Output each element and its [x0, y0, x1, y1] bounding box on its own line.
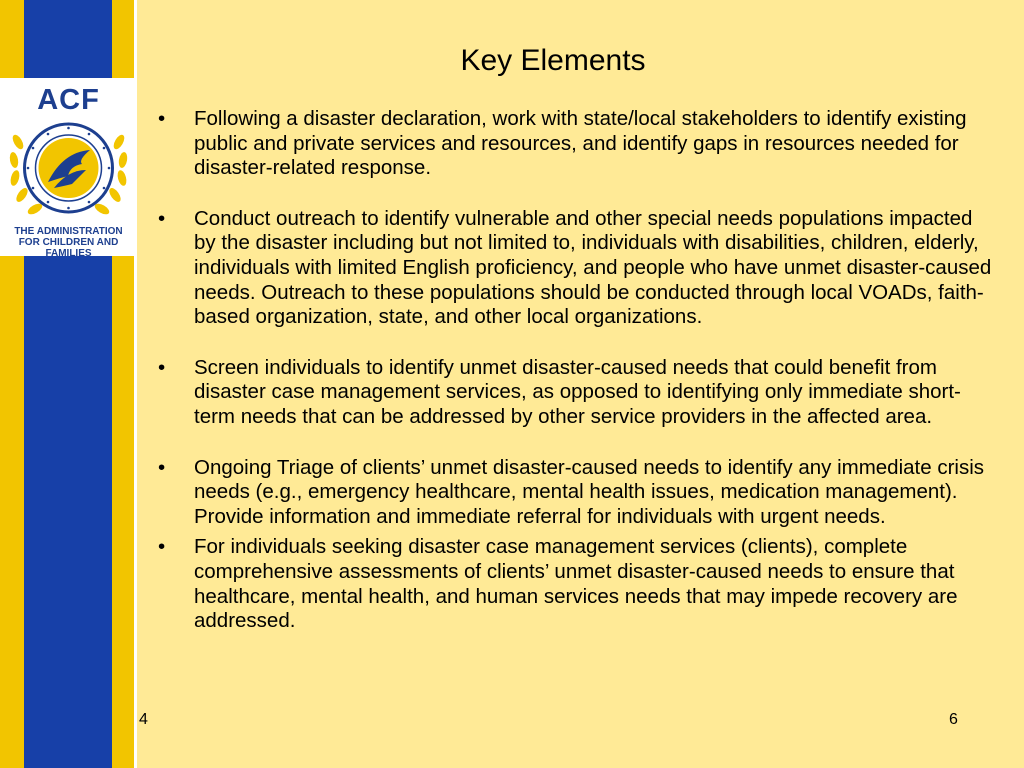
bullet-dot: • — [158, 107, 166, 130]
footer-left-number: 4 — [139, 711, 148, 728]
logo-acronym: ACF — [37, 84, 100, 116]
bullet-dot: • — [158, 355, 166, 379]
bullet-text: For individuals seeking disaster case management services (clients), complete comprehensive assessments of clients’ unmet disaster-caused needs to ensure that healthcare, mental health, and human services needs that may impede recovery are addressed. — [194, 535, 958, 633]
acf-logo — [0, 78, 137, 259]
bullet-item — [158, 535, 993, 633]
logo-caption-line1: THE ADMINISTRATION — [14, 226, 123, 237]
bullet-dot: • — [158, 455, 166, 479]
bullet-text: Screen individuals to identify unmet disaster-caused needs that could benefit from disaster case management services, as opposed to identifying only immediate short-term needs that can be addressed by other service providers in the affected area. — [194, 355, 961, 428]
bullet-item — [158, 107, 993, 181]
bullet-list — [158, 107, 993, 660]
hhs-seal-icon — [8, 112, 129, 226]
sidebar-stripes — [0, 0, 137, 768]
bullet-item — [158, 456, 993, 530]
logo-caption-line2: FOR CHILDREN AND FAMILIES — [18, 237, 119, 259]
bullet-text: Conduct outreach to identify vulnerable and other special needs populations impacted by the disaster including but not limited to, individuals with disabilities, children, elderly, individuals with limited English proficiency, and people who have unmet disaster-caused needs. Outreach to these populations should be conducted through local VOADs, faith-based organization, state, and other local organizations. — [194, 206, 992, 329]
bullet-text: Ongoing Triage of clients’ unmet disaster-caused needs to identify any immediate crisis needs (e.g., emergency healthcare, mental health issues, medication management). Provide information and immediate referral for individuals with urgent needs. — [194, 455, 985, 528]
bullet-dot: • — [158, 535, 166, 559]
logo-caption — [0, 226, 137, 259]
slide-number: 6 — [949, 711, 958, 728]
bullet-item — [158, 207, 993, 330]
bullet-dot: • — [158, 206, 166, 230]
bullet-text: Following a disaster declaration, work with state/local stakeholders to identify existing public and private services and resources, and identify gaps in resources needed for disaster-related response. — [194, 107, 967, 180]
bullet-item — [158, 356, 993, 430]
slide-title: Key Elements — [460, 44, 646, 77]
